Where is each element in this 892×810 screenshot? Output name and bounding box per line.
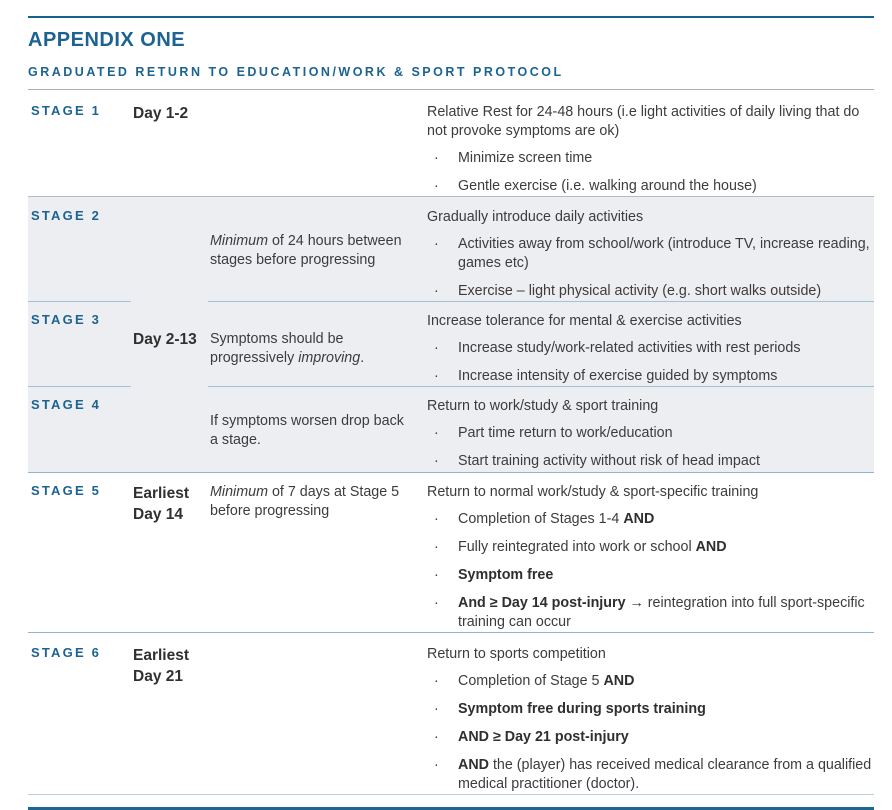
bullet-dot: · [434, 236, 439, 252]
day-line: Day 2-13 [133, 331, 197, 348]
bullet-item [427, 538, 872, 557]
bullet-dot: · [434, 595, 439, 611]
text-segment: of 24 hours between stages before progressing [210, 233, 402, 268]
stage-intro: Gradually introduce daily activities [427, 209, 644, 225]
stage-row [28, 301, 874, 386]
day-line: Earliest [133, 485, 190, 502]
bullet-item [427, 339, 872, 358]
bullet-item [427, 177, 872, 196]
text-segment: Symptom free during sports training [458, 701, 706, 717]
bullet-dot: · [434, 368, 439, 384]
page [28, 16, 874, 810]
bullet-item [427, 510, 872, 529]
bullet-dot: · [434, 453, 439, 469]
stage-content [425, 386, 874, 472]
stage-intro: Relative Rest for 24-48 hours (i.e light activities of daily living that do not provoke symptoms are ok) [427, 104, 860, 139]
day-label [131, 197, 208, 301]
stage-content [425, 473, 874, 632]
day-label [131, 301, 208, 386]
bullet-item [427, 367, 872, 386]
text-segment: Minimum [210, 233, 268, 249]
text-segment: Gentle exercise (i.e. walking around the house) [458, 178, 757, 194]
bullet-dot: · [434, 729, 439, 745]
bullet-text [458, 339, 872, 358]
stage-intro: Increase tolerance for mental & exercise activities [427, 313, 742, 329]
text-segment: And ≥ Day 14 post-injury → [458, 595, 648, 611]
text-segment: Minimize screen time [458, 150, 593, 166]
bullet-item [427, 424, 872, 443]
stage-group [28, 90, 874, 196]
bullet-item [427, 566, 872, 585]
text-segment: Completion of Stages 1-4 [458, 511, 624, 527]
stage-label: STAGE 2 [31, 208, 102, 223]
bullet-text [458, 282, 872, 301]
stage-group [28, 196, 874, 472]
stage-content [425, 301, 874, 386]
bullet-item [427, 700, 872, 719]
text-segment: Symptoms should be progressively [210, 331, 344, 366]
stage-note [208, 301, 425, 386]
day-line: Earliest [133, 647, 190, 664]
bullet-item [427, 282, 872, 301]
text-segment: AND [695, 539, 727, 555]
text-segment: of 7 days at Stage 5 before progressing [210, 484, 400, 519]
bullet-dot: · [434, 567, 439, 583]
bullet-dot: · [434, 340, 439, 356]
stage-label: STAGE 5 [31, 483, 102, 498]
bullet-text [458, 594, 872, 632]
bullet-text [458, 177, 872, 196]
stage-label: STAGE 4 [28, 386, 131, 472]
stage-note [208, 473, 425, 632]
stage-note [208, 90, 425, 196]
stage-group [28, 632, 874, 795]
stage-label: STAGE 3 [28, 301, 131, 386]
bullet-dot: · [434, 673, 439, 689]
bullet-item [427, 235, 872, 273]
bullet-dot: · [434, 701, 439, 717]
stage-intro: Return to sports competition [427, 646, 606, 662]
text-segment: Minimum [210, 484, 268, 500]
day-label [131, 90, 208, 196]
bullet-text [458, 452, 872, 471]
stage-row [28, 90, 874, 196]
text-segment: reintegration into full sport-specific training can occur [458, 595, 865, 630]
text-segment: the (player) has received medical clearance from a qualified medical practitioner (doctor). [458, 757, 872, 792]
text-segment: AND ≥ Day 21 post-injury [458, 729, 629, 745]
text-segment: improving [298, 350, 361, 366]
day-label [131, 473, 208, 632]
bullet-text [458, 700, 872, 719]
bullet-text [458, 367, 872, 386]
text-segment: Increase study/work-related activities with rest periods [458, 340, 801, 356]
bullet-text [458, 424, 872, 443]
protocol-table [28, 90, 874, 795]
bullet-item [427, 672, 872, 691]
bullet-text [458, 672, 872, 691]
text-segment: Increase intensity of exercise guided by symptoms [458, 368, 778, 384]
bullet-item [427, 756, 872, 794]
stage-row [28, 633, 874, 794]
day-line: Day 14 [133, 506, 183, 523]
bullet-item [427, 594, 872, 632]
bullet-dot: · [434, 757, 439, 773]
stage-note [208, 386, 425, 472]
bullet-dot: · [434, 150, 439, 166]
bullet-text [458, 756, 872, 794]
bullet-text [458, 538, 872, 557]
text-segment: Part time return to work/education [458, 425, 673, 441]
bullet-item [427, 728, 872, 747]
text-segment: Start training activity without risk of head impact [458, 453, 760, 469]
stage-row [28, 386, 874, 472]
stage-intro: Return to work/study & sport training [427, 398, 659, 414]
day-line: Day 1-2 [133, 105, 189, 122]
text-segment: Symptom free [458, 567, 554, 583]
bullet-text [458, 566, 872, 585]
stage-label: STAGE 6 [31, 645, 102, 660]
stage-content [425, 633, 874, 794]
text-segment: AND [603, 673, 635, 689]
bullet-dot: · [434, 425, 439, 441]
text-segment: AND [623, 511, 655, 527]
stage-content [425, 197, 874, 301]
bullet-item [427, 452, 872, 471]
text-segment: Fully reintegrated into work or school [458, 539, 696, 555]
text-segment: . [360, 350, 365, 366]
top-rule [28, 16, 874, 18]
text-segment: Completion of Stage 5 [458, 673, 604, 689]
text-segment: AND [458, 757, 493, 773]
day-line: Day 21 [133, 668, 183, 685]
stage-row [28, 197, 874, 301]
bullet-text [458, 149, 872, 168]
text-segment: If symptoms worsen drop back a stage. [210, 413, 404, 448]
stage-row [28, 473, 874, 632]
bullet-dot: · [434, 511, 439, 527]
stage-content [425, 90, 874, 196]
bullet-text [458, 235, 872, 273]
stage-note [208, 197, 425, 301]
bullet-item [427, 149, 872, 168]
stage-note [208, 633, 425, 794]
stage-label: STAGE 1 [31, 103, 102, 118]
bullet-dot: · [434, 178, 439, 194]
bullet-text [458, 510, 872, 529]
text-segment: Activities away from school/work (introduce TV, increase reading, games etc) [458, 236, 870, 271]
text-segment: Exercise – light physical activity (e.g. short walks outside) [458, 283, 822, 299]
bullet-dot: · [434, 283, 439, 299]
page-subtitle: GRADUATED RETURN TO EDUCATION/WORK & SPORT PROTOCOL [28, 65, 564, 79]
stage-group [28, 472, 874, 632]
bullet-text [458, 728, 872, 747]
stage-intro: Return to normal work/study & sport-specific training [427, 484, 759, 500]
page-title: APPENDIX ONE [28, 29, 186, 51]
day-label [131, 633, 208, 794]
bullet-dot: · [434, 539, 439, 555]
day-label [131, 386, 208, 472]
